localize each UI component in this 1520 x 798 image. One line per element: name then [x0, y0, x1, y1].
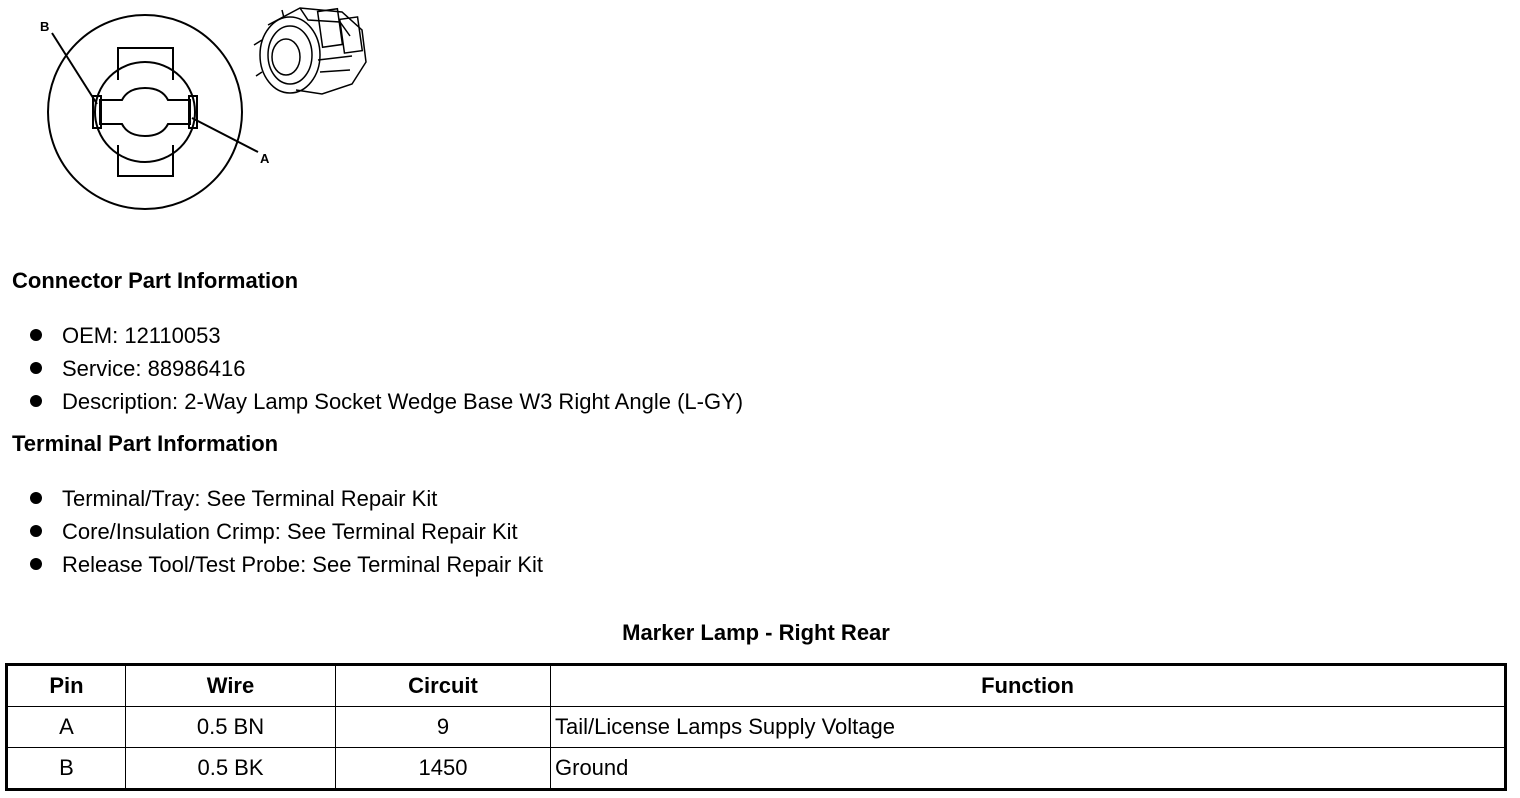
- cell-function: Ground: [551, 748, 1506, 790]
- cell-wire: 0.5 BN: [126, 707, 336, 748]
- pin-b-label: B: [40, 19, 50, 34]
- header-pin: Pin: [7, 665, 126, 707]
- pinout-table: [5, 663, 1507, 791]
- connector-description-item: Description: 2-Way Lamp Socket Wedge Base W3 Right Angle (L-GY): [30, 385, 743, 418]
- connector-info-list: [30, 319, 743, 418]
- cell-wire: 0.5 BK: [126, 748, 336, 790]
- table-row: [7, 707, 1506, 748]
- terminal-info-list: [30, 482, 543, 581]
- cell-circuit: 9: [336, 707, 551, 748]
- cell-function: Tail/License Lamps Supply Voltage: [551, 707, 1506, 748]
- terminal-info-heading: Terminal Part Information: [12, 431, 279, 456]
- pin-a-label: A: [260, 151, 270, 166]
- cell-pin: B: [7, 748, 126, 790]
- terminal-tray-item: Terminal/Tray: See Terminal Repair Kit: [30, 482, 543, 515]
- connector-top-tab: [118, 48, 173, 80]
- cell-circuit: 1450: [336, 748, 551, 790]
- header-wire: Wire: [126, 665, 336, 707]
- table-header-row: [7, 665, 1506, 707]
- connector-diagram: [0, 0, 400, 225]
- leader-line-a: [192, 118, 258, 152]
- connector-cavity: [100, 88, 190, 136]
- connector-service-item: Service: 88986416: [30, 352, 743, 385]
- lamp-socket-illustration: [254, 8, 366, 94]
- header-circuit: Circuit: [336, 665, 551, 707]
- cell-pin: A: [7, 707, 126, 748]
- terminal-tool-item: Release Tool/Test Probe: See Terminal Repair Kit: [30, 548, 543, 581]
- connector-info-heading: Connector Part Information: [12, 268, 299, 293]
- table-row: [7, 748, 1506, 790]
- connector-inner-ring: [95, 62, 195, 162]
- header-function: Function: [551, 665, 1506, 707]
- connector-oem-item: OEM: 12110053: [30, 319, 743, 352]
- terminal-crimp-item: Core/Insulation Crimp: See Terminal Repair Kit: [30, 515, 543, 548]
- connector-bottom-tab: [118, 145, 173, 176]
- connector-face-outline: [48, 15, 242, 209]
- table-title: Marker Lamp - Right Rear: [622, 620, 890, 645]
